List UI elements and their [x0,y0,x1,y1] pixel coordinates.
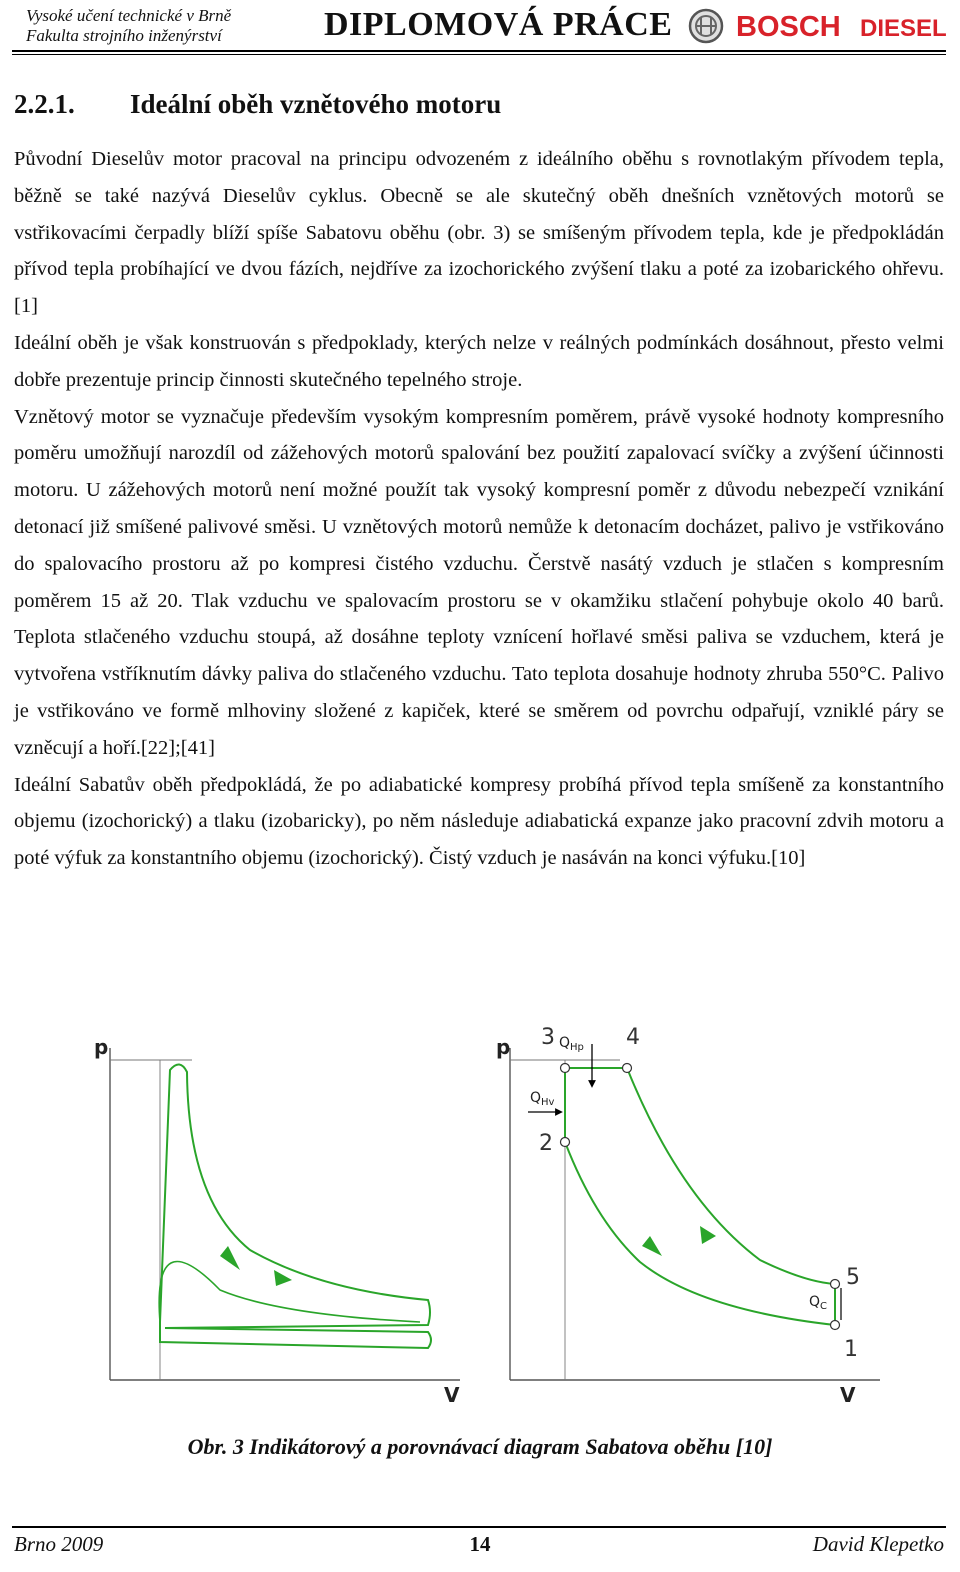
point-1-marker [831,1321,840,1330]
header-divider [12,50,946,52]
school-line-1: Vysoké učení technické v Brně [26,6,232,25]
point-2-label: 2 [539,1131,553,1156]
point-4-marker [623,1064,632,1073]
indicator-loop-curve [160,1064,431,1348]
section-title: Ideální oběh vznětového motoru [130,89,502,119]
figure-caption: Obr. 3 Indikátorový a porovnávací diagram Sabatova oběhu [10] [187,1434,773,1459]
point-5-label: 5 [846,1265,860,1290]
paragraph-1: Původní Dieselův motor pracoval na principu odvozeném z ideálního oběhu s rovnotlakým přívodem tepla, běžně se také nazývá Dieselův cyklus. Obecně se ale skutečný oběh dnešních vznětových motorů se vstřikovacími čerpadly blíží spíše Sabatovu oběhu (obr. 3) se smíšeným přívodem tepla, kde je předpokládán přívod tepla probíhající ve dvou fázích, nejdříve za izochorického zvýšení tlaku a poté za izobarického ohřevu.[1] [14,148,944,318]
paragraph-2: Ideální oběh je však konstruován s předpoklady, kterých nelze v reálných podmínkách dosáhnout, přesto velmi dobře prezentuje princip činnosti skutečného tepelného stroje. [14,331,944,391]
point-4-label: 4 [626,1025,640,1050]
sabathe-cycle-curve [565,1068,835,1325]
page-header [12,0,948,52]
comparison-diagram [496,1025,880,1407]
point-2-marker [561,1138,570,1147]
q-c-label: $Q_C$ [809,1294,828,1312]
q-hv-label: $Q_{Hv}$ [530,1090,555,1108]
paragraph-4: Ideální Sabatův oběh předpokládá, že po adiabatické kompresy probíhá přívod tepla smíšeně za konstantního objemu (izochorický) a tlaku (izobaricky), po něm následuje adiabatická expanze jako pracovní zdvih motoru a poté výfuk za konstantního objemu (izochorický). Čistý vzduch je nasáván na konci výfuku.[10] [14,773,944,870]
footer-author: David Klepetko [812,1532,944,1556]
header-divider-thin [12,54,946,55]
document-type: DIPLOMOVÁ PRÁCE [324,6,673,43]
sabathe-arrow-compression [642,1236,662,1256]
footer-divider [12,1526,946,1528]
right-axis-v-label: V [840,1383,856,1407]
left-axis-v-label: V [444,1383,460,1407]
school-name [26,6,231,46]
point-3-label: 3 [541,1025,555,1050]
brand-subtitle: DIESEL [860,15,947,42]
brand-name: BOSCH [736,11,841,43]
section-number: 2.2.1. [14,89,75,119]
body-text [14,141,944,877]
indicator-arrow-expansion [274,1270,292,1286]
indicator-diagram [94,1035,460,1407]
indicator-arrow-compression [220,1246,240,1270]
point-1-label: 1 [844,1337,858,1362]
point-5-marker [831,1280,840,1289]
indicator-compression-curve [159,1262,420,1322]
left-axis-p-label: p [94,1035,109,1059]
school-line-2: Fakulta strojního inženýrství [26,26,222,45]
bosch-diesel-logo [688,6,958,46]
right-axis-p-label: p [496,1035,511,1059]
paragraph-3: Vznětový motor se vyznačuje především vysokým kompresním poměrem, právě vysoké hodnoty kompresního poměru umožňují narozdíl od zážehových motorů spalování bez použití zapalovací svíčky a zvýšení účinnosti motoru. U zážehových motorů není možné použít tak vysoký kompresní poměr z důvodu nebezpečí vznikání detonací již smíšené palivové směsi. U vznětových motorů nemůže k detonacím docházet, palivo je vstřikováno do spalovacího prostoru až po kompresi čistého vzduchu. Čerstvě nasátý vzduch je stlačen s kompresním poměrem 15 až 20. Tlak vzduchu ve spalovacím prostoru se v okamžiku stlačení pohybuje okolo 40 barů. Teplota stlačeného vzduchu stoupá, až dosáhne teploty vznícení hořlavé směsi paliva se vzduchem, která je vytvořena vstříknutím dávky paliva do stlačeného vzduchu. Tato teplota dosahuje hodnoty zhruba 550°C. Palivo je vstřikováno ve formě mlhoviny složené z kapiček, které se směrem od povrchu odpařují, vzniklé páry se vzněcují a hoří.[22];[41] [14,405,944,759]
point-3-marker [561,1064,570,1073]
sabathe-arrow-expansion [700,1226,716,1244]
q-hp-label: $Q_{Hp}$ [559,1035,584,1053]
page-number: 14 [469,1532,491,1556]
bosch-armature-icon [690,10,722,42]
footer-place-date: Brno 2009 [14,1532,104,1556]
sabathe-cycle-diagram [60,1000,900,1420]
